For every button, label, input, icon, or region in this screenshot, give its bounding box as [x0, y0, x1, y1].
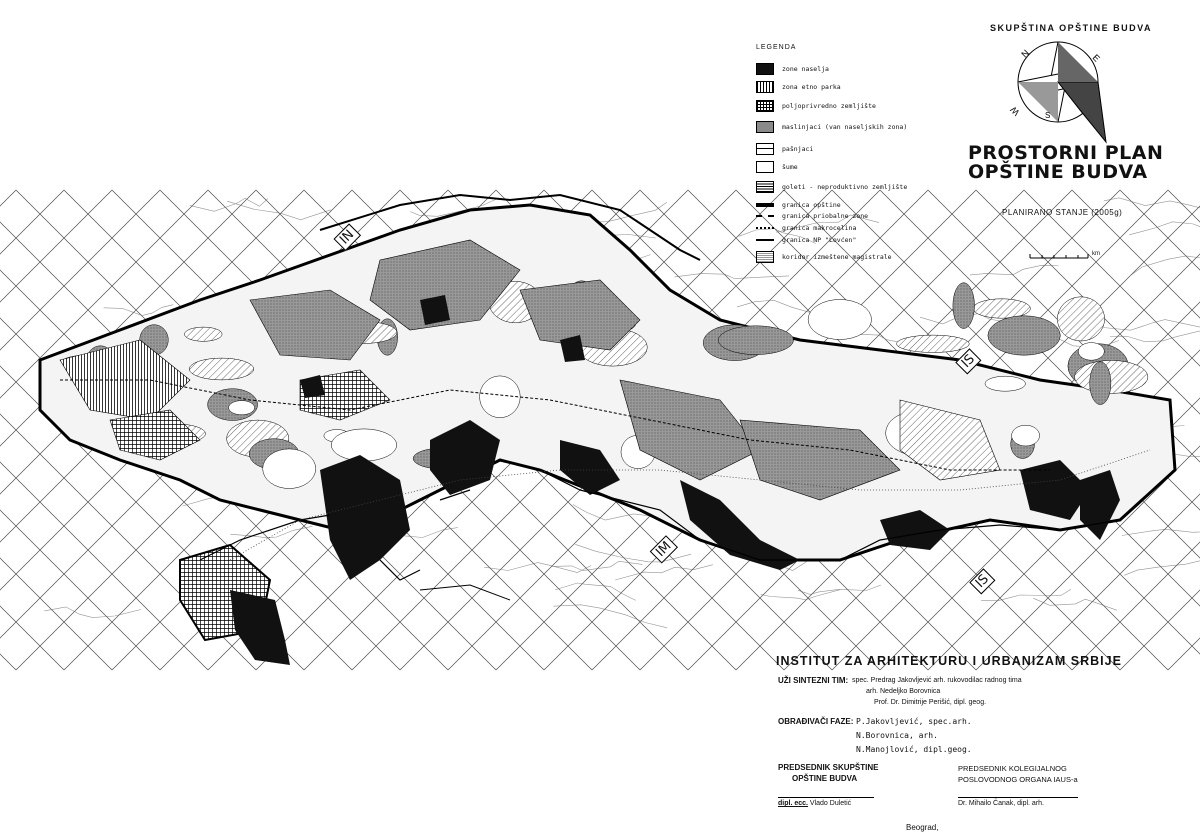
signatory-left-name: Vlado Duletić — [809, 800, 852, 807]
legend-item — [756, 99, 876, 113]
land-use-patch — [1090, 362, 1111, 405]
team-member-2: arh. Nedeljko Borovnica — [866, 688, 941, 695]
legend-item — [756, 180, 907, 194]
plan-title-line1: PROSTORNI PLAN — [968, 142, 1164, 164]
land-use-patch — [331, 429, 396, 461]
legend-line — [756, 227, 774, 229]
legend-swatch — [756, 143, 774, 155]
institute-name: INSTITUT ZA ARHITEKTURU I URBANIZAM SRBIJE — [776, 654, 1122, 668]
president-right-title-1: PREDSEDNIK KOLEGIJALNOG — [958, 764, 1067, 773]
land-use-patch — [973, 299, 1030, 318]
contour-line — [1129, 222, 1200, 235]
legend-label: granica NP "Lovćen" — [782, 236, 857, 244]
processors-label: OBRAĐIVAČI FAZE: — [778, 717, 854, 726]
contour-line — [227, 201, 331, 220]
land-use-patch — [1078, 343, 1104, 361]
land-use-patch — [229, 401, 255, 415]
scale-bar — [1030, 254, 1088, 258]
legend-label: pašnjaci — [782, 145, 814, 153]
assembly-name: SKUPŠTINA OPŠTINE BUDVA — [990, 23, 1153, 33]
svg-text:S: S — [1045, 111, 1051, 120]
legend-label: poljoprivredno zemljište — [782, 102, 876, 110]
legend-swatch — [756, 81, 774, 93]
svg-text:N: N — [1019, 47, 1032, 60]
signatory-left — [778, 800, 851, 807]
contour-line — [555, 583, 636, 600]
land-use-patch — [897, 335, 970, 352]
land-use-patch — [718, 326, 793, 355]
legend-label: granica priobalne zone — [782, 212, 869, 220]
legend-line-swatch — [756, 251, 774, 263]
legend-label: šume — [782, 163, 798, 171]
legend-item — [756, 80, 841, 94]
plan-title — [968, 144, 1163, 182]
team-label: UŽI SINTEZNI TIM: — [778, 676, 849, 685]
contour-line — [1110, 331, 1200, 342]
grid-line — [0, 190, 64, 670]
legend-item — [756, 233, 856, 247]
legend-label: goleti - neproduktivno zemljište — [782, 183, 908, 191]
contour-line — [970, 265, 1059, 275]
legend-item — [756, 142, 813, 156]
team-member-3: Prof. Dr. Dimitrije Perišić, dipl. geog. — [874, 699, 987, 706]
grid-line — [0, 190, 16, 670]
plan-status: PLANIRANO STANJE (2005g) — [1002, 208, 1123, 217]
place: Beograd, — [906, 823, 939, 832]
legend-line — [756, 215, 774, 217]
land-use-patch — [189, 358, 253, 380]
legend-line-swatch — [756, 234, 774, 246]
processor-1: P.Jakovljević, spec.arh. — [856, 717, 972, 726]
president-right-title-2: POSLOVODNOG ORGANA IAUS-a — [958, 775, 1078, 784]
processor-2: N.Borovnica, arh. — [856, 731, 938, 740]
plan-title-line2: OPŠTINE BUDVA — [968, 161, 1148, 183]
legend-swatch — [756, 161, 774, 173]
scale-unit: km — [1092, 251, 1100, 257]
land-use-patch — [808, 300, 871, 340]
land-use-patch — [953, 283, 975, 329]
contour-line — [230, 526, 312, 538]
legend-label: granica makrocelina — [782, 224, 857, 232]
legend-swatch — [756, 63, 774, 75]
legend-swatch — [756, 121, 774, 133]
zone-label-im: IM — [649, 534, 678, 563]
team-member-1: spec. Predrag Jakovljević arh. rukovodilac radnog tima — [852, 677, 1022, 684]
signature-line-right — [958, 797, 1078, 798]
land-use-patch — [480, 376, 521, 418]
legend-label: maslinjaci (van naseljskih zona) — [782, 123, 908, 131]
legend-item — [756, 250, 892, 264]
legend-item — [756, 160, 798, 174]
land-use-patch — [263, 449, 316, 489]
legend-swatch — [756, 100, 774, 112]
contour-line — [615, 565, 713, 580]
land-use-patch — [185, 327, 223, 341]
legend-item — [756, 120, 907, 134]
contour-line — [553, 605, 667, 628]
legend-title: LEGENDA — [756, 44, 797, 51]
land-use-patch — [988, 316, 1060, 355]
land-use-patch — [985, 376, 1025, 391]
land-use-patch — [1057, 297, 1104, 341]
signatory-left-title: dipl. ecc. — [778, 800, 808, 807]
legend-label: zona etno parka — [782, 83, 841, 91]
signatory-right: Dr. Mihailo Čanak, dipl. arh. — [958, 800, 1044, 807]
contour-line — [981, 589, 1071, 601]
svg-text:W: W — [1008, 104, 1022, 118]
compass-rose-icon — [1008, 42, 1106, 142]
zone-label-in: IN — [333, 223, 361, 251]
grid-line — [0, 190, 16, 670]
processor-3: N.Manojlović, dipl.geog. — [856, 745, 972, 754]
legend-label: granica opštine — [782, 201, 841, 209]
legend-item — [756, 62, 829, 76]
contour-line — [1103, 320, 1200, 331]
legend-label: zone naselja — [782, 65, 829, 73]
president-left-title-2: OPŠTINE BUDVA — [792, 774, 858, 783]
signature-line-left — [778, 797, 874, 798]
zone-label-is-north: IS — [955, 348, 982, 375]
zone-label-is-south: IS — [969, 568, 996, 595]
grid-line — [0, 190, 64, 670]
contour-line — [1132, 256, 1200, 275]
contour-line — [44, 607, 141, 618]
legend-line — [756, 239, 774, 241]
land-use-patch — [1075, 360, 1148, 393]
land-use-patch — [1012, 425, 1040, 446]
legend-swatch — [756, 181, 774, 193]
contour-line — [1122, 529, 1200, 535]
president-left-title-1: PREDSEDNIK SKUPŠTINE — [778, 763, 879, 772]
svg-text:E: E — [1090, 52, 1102, 64]
legend-label: koridor izmeštene magistrale — [782, 253, 892, 261]
legend-line — [756, 203, 774, 207]
